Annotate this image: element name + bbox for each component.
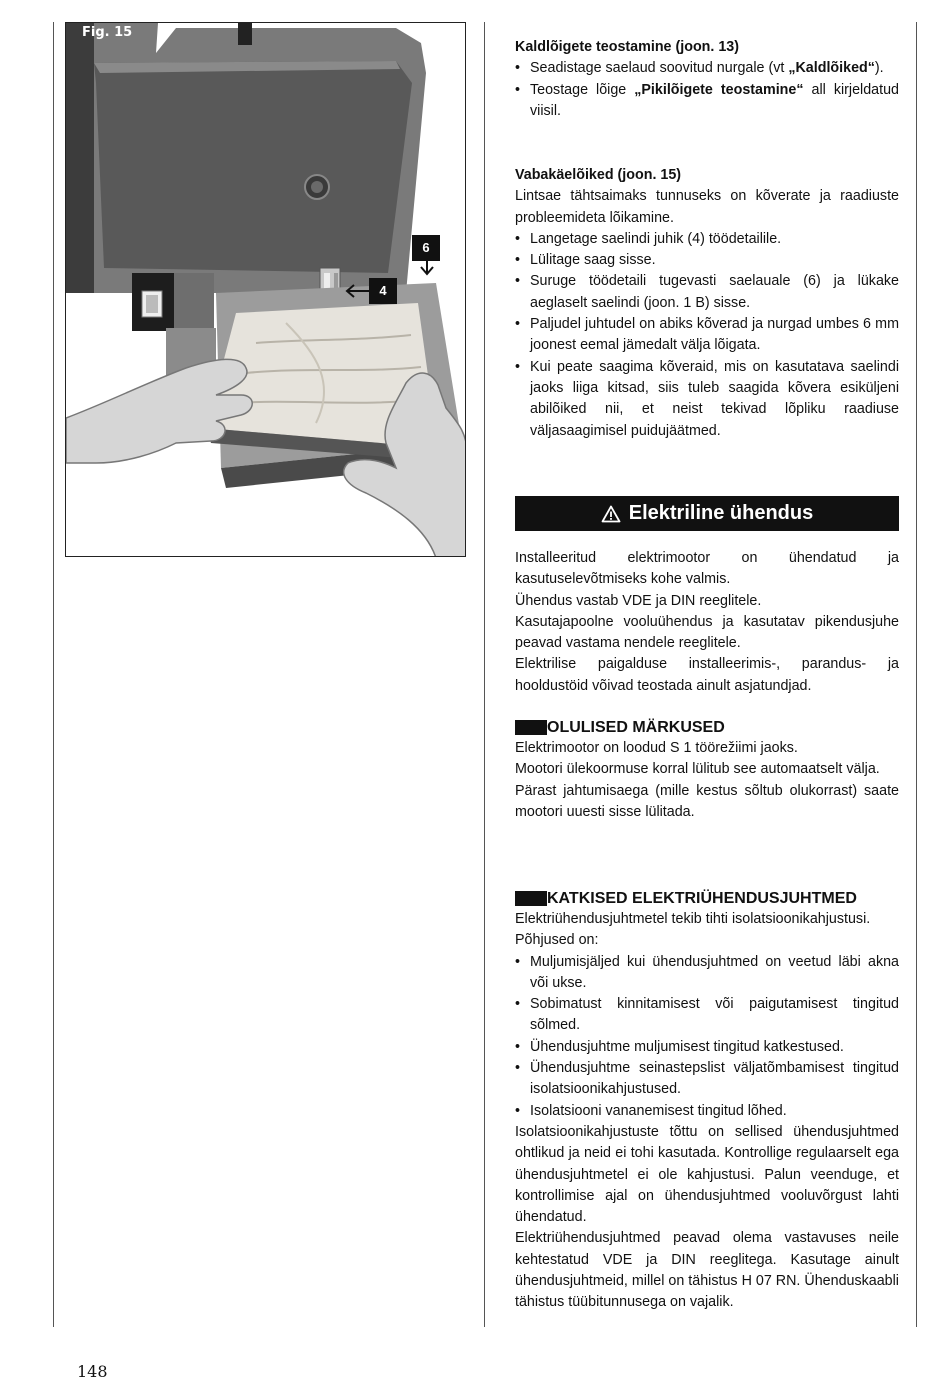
list-item: • Ühendusjuhtme seinastepslist väljatõmbamisest tingitud isolatsioonikahjustused. [515,1058,899,1101]
paragraph: Ühendus vastab VDE ja DIN reeglitele. [515,592,762,609]
paragraph: Elektrimootor on loodud S 1 töörežiimi jaoks. [515,740,798,756]
section-important-notes [515,717,899,823]
list-item: • Kui peate saagima kõveraid, mis on kasutatava saelindi jaoks liiga kitsad, siis tuleb saagida kõvera esiküljeni abilõiked nii, et neist tekivad lõpliku raadiuse väljasaagimisel puidujäätmed. [515,357,899,442]
list-item: • Teostage lõige „Pikilõigete teostamine“ all kirjeldatud viisil. [515,80,899,123]
heading-marker [515,720,547,735]
banner-title: Elektriline ühendus [628,502,814,524]
paragraph: Mootori ülekoormuse korral lülitub see automaatselt välja. [515,761,880,778]
heading-marker [515,891,547,906]
section-tilt-cuts [515,37,899,122]
figure-bandsaw-photo [65,22,466,557]
list-item: • Isolatsiooni vananemisest tingitud lõhed. [515,1101,899,1122]
section-freehand-cuts [515,165,899,442]
right-margin-rule [916,22,917,1327]
list-item: • Lülitage saag sisse. [515,250,899,271]
paragraph: Elektriühendusjuhtmetel tekib tihti isolatsioonikahjustusi. [515,911,871,927]
figure-label: Fig. 15 [82,25,133,40]
bandsaw-illustration [66,23,466,557]
section-heading: KATKISED ELEKTRIÜHENDUSJUHTMED [515,888,899,909]
callout-4: 4 [369,278,397,304]
column-divider-rule [484,22,485,1327]
section-heading: OLULISED MÄRKUSED [515,717,899,738]
section-electric-connection [515,548,899,697]
list-item: • Langetage saelindi juhik (4) töödetailile. [515,229,899,250]
paragraph: Elektriühendusjuhtmed peavad olema vastavuses neile kehtestatud VDE ja DIN reeglitega. Kasutage ainult ühendusjuhtmeid, millel on tähistus H 07 RN. Ühenduskaabli tähistus tüübitunnusega on vajalik. [515,1230,899,1311]
list-item: • Ühendusjuhtme muljumisest tingitud katkestused. [515,1037,899,1058]
bullet-list [515,229,899,442]
paragraph: Põhjused on: [515,932,599,949]
paragraph: Elektrilise paigalduse installeerimis-, parandus- ja hooldustöid võivad teostada ainult asjatundjad. [515,656,899,694]
bullet-list [515,952,899,1122]
section-damaged-cables [515,888,899,1314]
callout-6: 6 [412,235,440,261]
warning-icon [601,505,621,523]
paragraph: Isolatsioonikahjustuste tõttu on sellised ühendusjuhtmed ohtlikud ja neid ei tohi kasutada. Kontrollige regulaarselt ega ühendusjuhtmetel ei ole kahjustusi. Palun veenduge, et kontrollimise ajal on ühendusjuhtmed vooluvõrgust lahti ühendatud. [515,1123,899,1226]
list-item: • Paljudel juhtudel on abiks kõverad ja nurgad umbes 6 mm joonest eemal jämedalt välja lõigata. [515,314,899,357]
section-heading: Kaldlõigete teostamine (joon. 13) [515,39,740,55]
left-margin-rule [53,22,54,1327]
list-item: • Seadistage saelaud soovitud nurgale (vt „Kaldlõiked“). [515,58,899,79]
list-item: • Sobimatust kinnitamisest või paigutamisest tingitud sõlmed. [515,994,899,1037]
paragraph: Kasutajapoolne vooluühendus ja kasutatav pikendusjuhe peavad vastama nendele reeglitele. [515,613,899,652]
section-heading: Vabakäelõiked (joon. 15) [515,167,682,183]
paragraph: Installeeritud elektrimootor on ühendatud ja kasutuselevõtmiseks kohe valmis. [515,550,899,588]
paragraph: Pärast jahtumisaega (mille kestus sõltub olukorrast) saate mootori uuesti sisse lülitada. [515,782,899,820]
page-number: 148 [77,1362,108,1381]
section-banner [515,496,899,531]
bullet-list [515,58,899,122]
list-item: • Muljumisjäljed kui ühendusjuhtmed on veetud läbi akna või ukse. [515,952,899,995]
paragraph: Lintsae tähtsaimaks tunnuseks on kõverate ja raadiuste probleemideta lõikamine. [515,188,899,226]
list-item: • Suruge töödetaili tugevasti saelauale (6) ja lükake aeglaselt saelindi (joon. 1 B) sisse. [515,271,899,314]
